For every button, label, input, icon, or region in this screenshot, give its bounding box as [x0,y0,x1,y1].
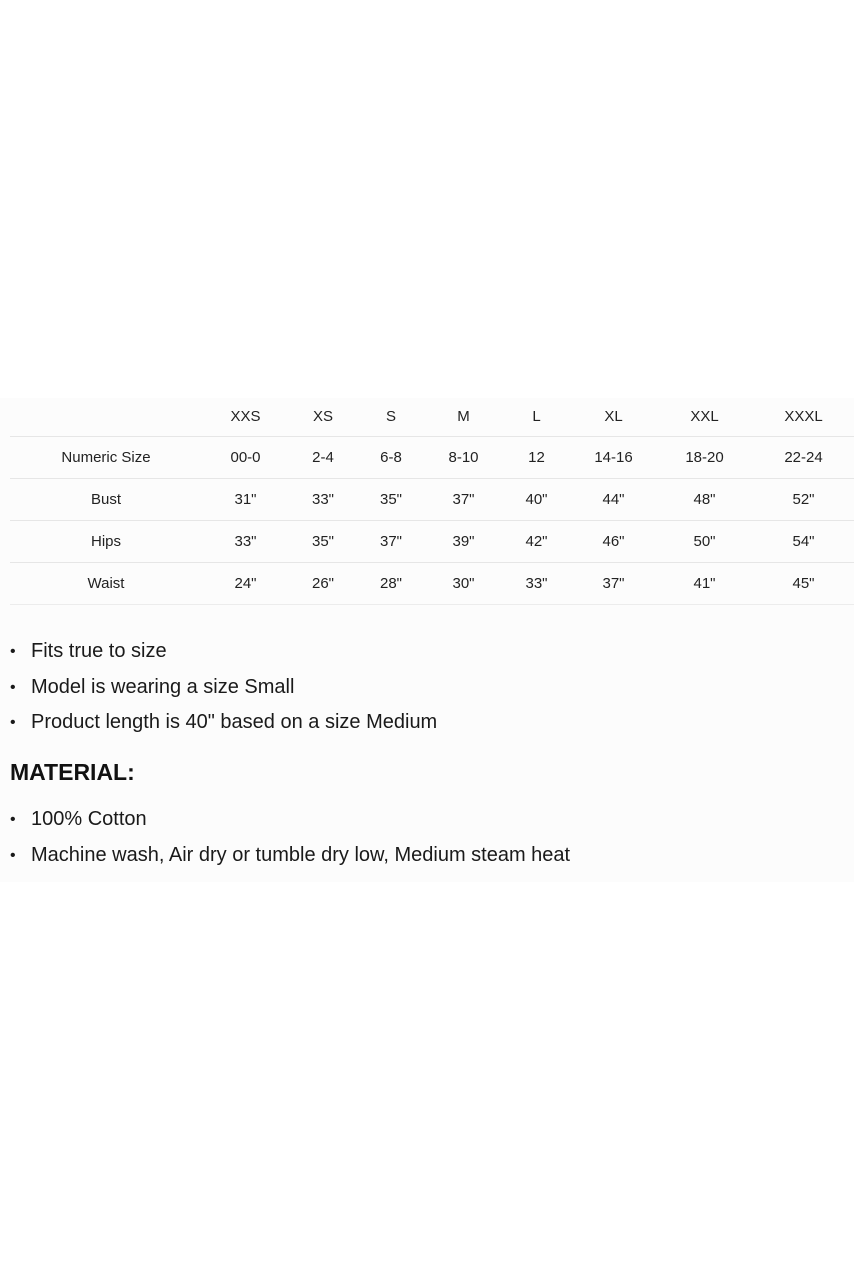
table-cell: 00-0 [202,437,289,479]
table-cell: 30" [425,563,502,605]
header-size-xxs: XXS [202,396,289,437]
table-cell: 33" [502,563,571,605]
header-size-m: M [425,396,502,437]
material-heading: MATERIAL: [10,759,135,785]
table-cell: 45" [753,563,854,605]
header-size-s: S [357,396,425,437]
table-cell: 37" [571,563,656,605]
row-label: Waist [10,563,202,605]
table-row-numeric-size [10,437,854,479]
header-size-xs: XS [289,396,357,437]
table-cell: 37" [425,479,502,521]
table-cell: 26" [289,563,357,605]
table-cell: 50" [656,521,753,563]
row-label: Hips [10,521,202,563]
fit-notes-list [10,634,437,741]
table-cell: 42" [502,521,571,563]
table-cell: 14-16 [571,437,656,479]
header-size-xl: XL [571,396,656,437]
table-cell: 41" [656,563,753,605]
table-cell: 33" [202,521,289,563]
material-list [10,802,570,873]
table-row-bust [10,479,854,521]
table-row-hips [10,521,854,563]
list-item: • Product length is 40" based on a size Medium [10,705,437,741]
row-label: Numeric Size [10,437,202,479]
table-cell: 24" [202,563,289,605]
header-corner-cell [10,396,202,437]
header-size-xxl: XXL [656,396,753,437]
table-cell: 35" [357,479,425,521]
size-header-row [10,396,854,437]
table-cell: 48" [656,479,753,521]
table-cell: 52" [753,479,854,521]
table-cell: 40" [502,479,571,521]
table-cell: 37" [357,521,425,563]
table-cell: 8-10 [425,437,502,479]
table-cell: 35" [289,521,357,563]
header-size-l: L [502,396,571,437]
table-cell: 31" [202,479,289,521]
table-cell: 44" [571,479,656,521]
table-cell: 2-4 [289,437,357,479]
list-item: • Fits true to size [10,634,437,670]
table-cell: 33" [289,479,357,521]
table-row-waist [10,563,854,605]
table-cell: 46" [571,521,656,563]
table-cell: 39" [425,521,502,563]
table-cell: 22-24 [753,437,854,479]
size-chart-table [10,396,854,605]
table-cell: 54" [753,521,854,563]
list-item: • Model is wearing a size Small [10,670,437,706]
table-cell: 6-8 [357,437,425,479]
list-item: • 100% Cotton [10,802,570,838]
row-label: Bust [10,479,202,521]
table-cell: 12 [502,437,571,479]
list-item: • Machine wash, Air dry or tumble dry low, Medium steam heat [10,838,570,874]
table-cell: 18-20 [656,437,753,479]
header-size-xxxl: XXXL [753,396,854,437]
table-cell: 28" [357,563,425,605]
